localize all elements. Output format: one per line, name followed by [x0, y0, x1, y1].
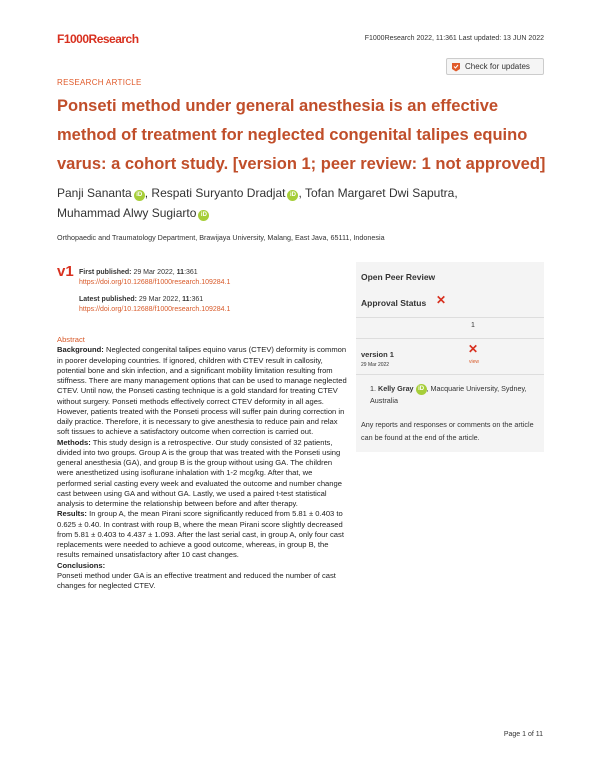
approval-status-label: Approval Status	[361, 298, 427, 308]
open-peer-review-panel	[356, 262, 544, 452]
header-meta: F1000Research 2022, 11:361 Last updated: 13 JUN 2022	[364, 35, 544, 42]
orcid-icon[interactable]: iD	[287, 190, 298, 201]
peer-review-title: Open Peer Review	[361, 272, 436, 282]
abstract-heading: Abstract	[57, 335, 85, 344]
version-badge: v1	[57, 263, 74, 280]
reviewer-column: 1	[471, 322, 475, 329]
reviewer-entry: 1. Kelly Gray iD , Macquarie University, Sydney, Australia	[370, 384, 527, 405]
author-name[interactable]: Respati Suryanto Dradjat	[151, 186, 286, 200]
orcid-icon[interactable]: iD	[134, 190, 145, 201]
article-title: Ponseti method under general anesthesia is an effective method of treatment for neglected congenital talipes equino varus: a cohort study. [version 1; peer review: 1 not approved]	[57, 97, 546, 173]
publication-info: First published: 29 Mar 2022, 11:361 https://doi.org/10.12688/f1000research.109284.1 Latest published: 29 Mar 2022, 11:361 https://doi.org/10.12688/f1000research.109284.1	[79, 269, 231, 313]
author-name[interactable]: Muhammad Alwy Sugiarto	[57, 206, 197, 220]
reviewer-name[interactable]: Kelly Gray	[378, 384, 414, 393]
check-for-updates-label: Check for updates	[465, 62, 530, 71]
orcid-icon[interactable]: iD	[416, 384, 427, 395]
abstract: Abstract Background: Neglected congenital talipes equino varus (CTEV) deformity is common in poorer developing countries. If ignored, children with CTEV result in callosity, potential bone and skin infection, and a significant mobility limitation resulting from stiffness. There are many management options that can be used to manage neglected CTEV. Until now, the Ponseti casting technique is a gold standard for treating CTEV without surgery. Ponseti methods effectively correct CTEV deformity in all ages. However, patients treated with the Ponseti process will suffer pain during correction in daily practice. Therefore, it is necessary to give anesthesia to reduce pain and relax soft tissues to achieve a satisfactory outcome when correction is carried out. Methods: This study design is a retrospective. Our study consisted of 32 patients, divided into two groups. Group A is the group that was treated with the Ponseti using general anesthesia (GA), and group B is the group without using GA. The children were anesthetized using isoflurane inhalation with 1-2 mcg/kg. After that, we performed serial casting every week and evaluated the outcome and number change cast between using GA and without GA. Lastly, we used a paired t-test statistical analysis to determine the relationship between before and after therapy. Results: In group A, the mean Pirani score significantly reduced from 5.81 ± 0.403 to 0.625 ± 0.40. In contrast with roup B, where the mean Pirani score slightly decreased from 5.81 ± 0.403 to 4.437 ± 1.093. After the last serial cast, in group A, only four cast replacements were needed to achieve a good outcome, whereas, in group B, the results remained unsatisfactory after 10 cast changes. Conclusions: Ponseti method under GA is an effective treatment and reduced the number of cast changes for neglected CTEV.	[57, 335, 347, 590]
check-for-updates-button[interactable]	[446, 58, 544, 75]
author-name[interactable]: Panji Sananta	[57, 186, 132, 200]
peer-review-note: Any reports and responses or comments on the article can be found at the end of the article.	[361, 420, 534, 442]
crossmark-icon	[451, 62, 461, 72]
page-number: Page 1 of 11	[503, 731, 543, 738]
author-name[interactable]: Tofan Margaret Dwi Saputra,	[304, 186, 458, 200]
view-report-link[interactable]: view	[469, 359, 480, 365]
version-date: 29 Mar 2022	[361, 362, 390, 368]
not-approved-icon[interactable]: ✕	[468, 342, 479, 356]
journal-logo: F1000Research	[57, 32, 139, 46]
orcid-icon[interactable]: iD	[198, 210, 209, 221]
version-label: version 1	[361, 350, 394, 359]
latest-doi-link[interactable]: https://doi.org/10.12688/f1000research.109284.1	[79, 306, 231, 313]
first-doi-link[interactable]: https://doi.org/10.12688/f1000research.109284.1	[79, 279, 231, 286]
affiliation: Orthopaedic and Traumatology Department, Brawijaya University, Malang, East Java, 65111, Indonesia	[57, 233, 385, 242]
author-list: Panji Sananta iD , Respati Suryanto Dradjat iD , Tofan Margaret Dwi Saputra, Muhammad Alwy Sugiarto iD	[57, 186, 458, 220]
not-approved-icon: ✕	[436, 293, 447, 307]
article-type-label: RESEARCH ARTICLE	[57, 78, 142, 87]
